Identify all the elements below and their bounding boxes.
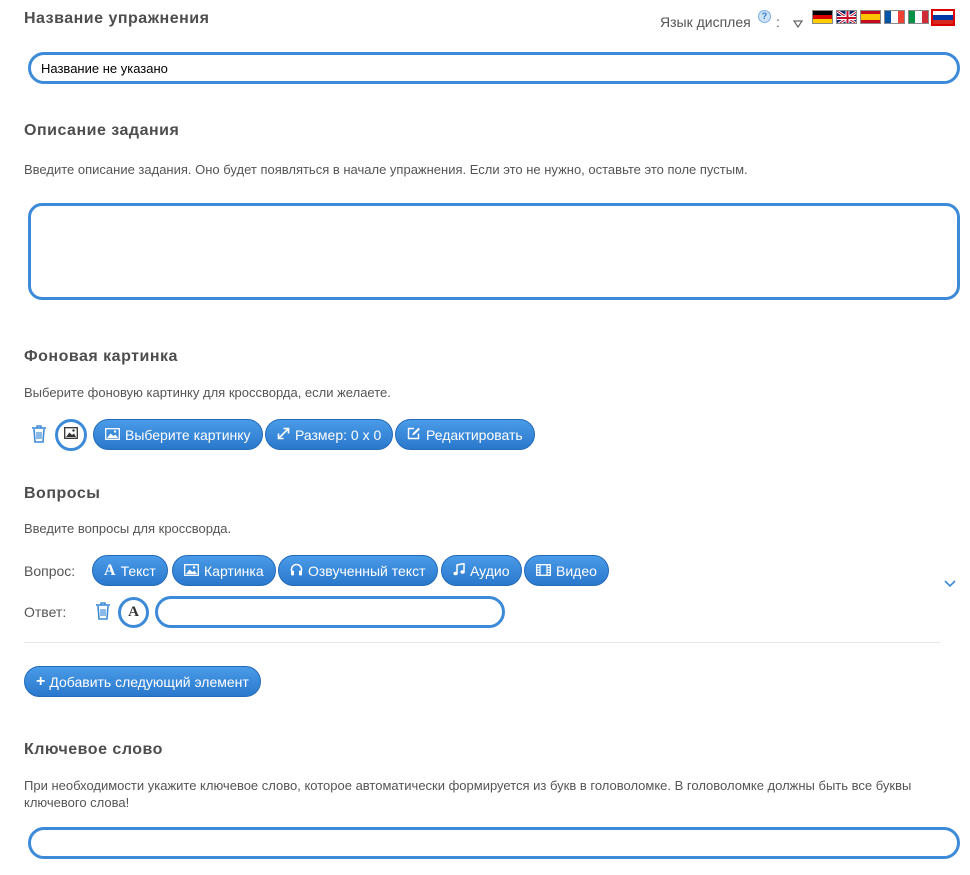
flag-es-icon[interactable] [860,10,881,24]
flag-de-icon[interactable] [812,10,833,24]
image-icon [105,427,120,443]
delete-answer-icon[interactable] [95,602,111,625]
add-element-button[interactable] [24,666,261,697]
task-description-heading: Описание задания [24,122,180,139]
task-description-text: Введите описание задания. Оно будет появляться в начале упражнения. Если это не нужно, оставьте это поле пустым. [24,162,748,177]
flag-it-icon[interactable] [908,10,929,24]
question-type-spoken-button[interactable] [278,555,438,586]
edit-image-label: Редактировать [426,426,523,443]
question-type-video-button[interactable] [524,555,609,586]
image-size-label: Размер: 0 x 0 [295,426,382,443]
display-language-label: Язык дисплея [660,14,751,30]
questions-text: Введите вопросы для кроссворда. [24,521,232,536]
font-icon: A [128,604,139,620]
background-image-heading: Фоновая картинка [24,348,178,365]
question-type-image-label: Картинка [204,562,264,579]
answer-label: Ответ: [24,604,67,620]
image-size-button[interactable] [265,419,393,450]
task-description-textarea[interactable] [28,203,960,300]
edit-icon [407,427,421,443]
collapse-chevron-icon[interactable] [944,575,956,593]
question-type-spoken-label: Озвученный текст [308,562,426,579]
film-icon [536,563,551,579]
background-image-text: Выберите фоновую картинку для кроссворда, если желаете. [24,385,391,400]
plus-icon: + [36,672,46,690]
exercise-title-heading: Название упражнения [24,10,210,27]
resize-icon [277,427,290,443]
question-type-text-button[interactable] [92,555,168,586]
display-language-colon: : [776,14,780,30]
choose-image-label: Выберите картинку [125,426,251,443]
flag-ru-icon[interactable] [931,9,955,26]
image-preview-button[interactable] [55,419,87,451]
dropdown-arrow-icon[interactable] [793,15,803,33]
headphones-icon [290,563,303,579]
help-icon[interactable]: ? [758,10,771,23]
font-icon: A [104,561,116,579]
choose-image-button[interactable] [93,419,263,450]
question-type-text-label: Текст [120,562,156,579]
flag-gb-icon[interactable] [836,10,857,24]
add-element-label: Добавить следующий элемент [49,673,249,690]
exercise-title-input[interactable] [28,52,960,84]
delete-image-icon[interactable] [31,425,47,448]
keyword-text: При необходимости укажите ключевое слово, которое автоматически формируется из букв в головоломке. В головоломке должны быть все буквы ключевого слова! [24,778,912,810]
image-icon [184,563,199,579]
answer-format-button[interactable] [118,597,149,628]
keyword-input[interactable] [28,827,960,859]
question-label: Вопрос: [24,563,76,579]
keyword-heading: Ключевое слово [24,741,163,758]
flag-fr-icon[interactable] [884,10,905,24]
question-type-audio-label: Аудио [470,562,510,579]
divider [24,642,940,643]
answer-input[interactable] [155,596,505,628]
edit-image-button[interactable] [395,419,535,450]
music-icon [453,563,465,579]
question-type-image-button[interactable] [172,555,276,586]
image-icon [64,426,78,444]
question-type-video-label: Видео [556,562,597,579]
questions-heading: Вопросы [24,485,101,502]
question-type-audio-button[interactable] [441,555,522,586]
